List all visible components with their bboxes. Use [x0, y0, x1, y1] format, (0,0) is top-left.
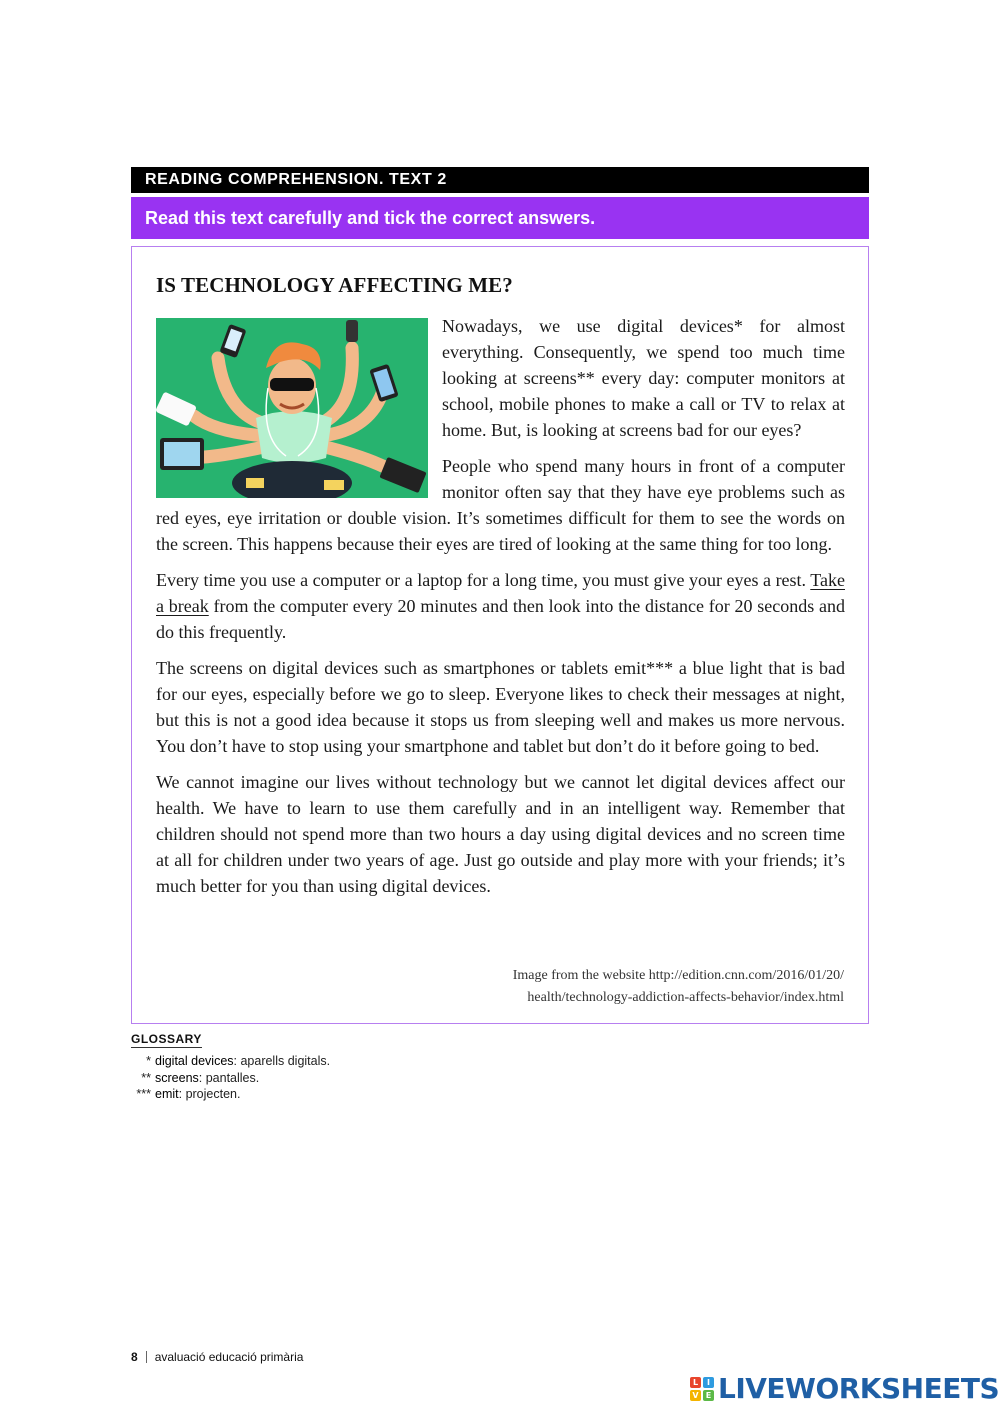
liveworksheets-logo-icon	[690, 1377, 714, 1401]
page-footer	[131, 1350, 303, 1364]
paragraph-5: We cannot imagine our lives without technology but we cannot let digital devices affect our health. We have to learn to use them carefully and in an intelligent way. Remember that children should not spend more than two hours a day using digital devices and no screen time at all for children under two years of age. Just go outside and play more with your friends; it’s much better for you than using digital devices.	[156, 772, 845, 896]
glossary-item	[131, 1053, 330, 1070]
glossary-item	[131, 1070, 330, 1087]
glossary-definition: : projecten.	[178, 1087, 241, 1101]
article-title: IS TECHNOLOGY AFFECTING ME?	[156, 273, 513, 297]
paragraph-1: Nowadays, we use digital devices* for almost everything. Consequently, we spend too much time looking at screens** every day: computer monitors at school, mobile phones to make a call or TV to relax at home. But, is looking at screens bad for our eyes?	[442, 316, 845, 440]
glossary-mark: **	[141, 1070, 151, 1085]
logo-tile-l: L	[690, 1377, 701, 1388]
paragraph-3-end: from the computer every 20 minutes and then look into the distance for 20 seconds and do this frequently.	[156, 596, 845, 642]
glossary-item	[131, 1086, 330, 1103]
logo-tile-i: I	[703, 1377, 714, 1388]
page-number: 8	[131, 1350, 138, 1364]
article-body	[156, 313, 845, 909]
paragraph-4: The screens on digital devices such as smartphones or tablets emit*** a blue light that is bad for our eyes, especially before we go to sleep. Everyone likes to check their messages at night, but this is not a good idea because it stops us from sleeping well and makes us more nervous. You don’t have to stop using your smartphone and tablet but don’t do it before going to bed.	[156, 658, 845, 756]
logo-tile-e: E	[703, 1390, 714, 1401]
reading-text-box	[131, 246, 869, 1024]
paragraph-3-start: Every time you use a computer or a laptop for a long time, you must give your eyes a rest.	[156, 570, 811, 590]
liveworksheets-logo-text: LIVEWORKSHEETS	[718, 1372, 1000, 1405]
take-a-break-phrase: Take a break	[156, 570, 845, 616]
image-credit-line-1: Image from the website http://edition.cnn.com/2016/01/20/	[512, 968, 844, 983]
section-label-bar: READING COMPREHENSION. TEXT 2	[131, 167, 869, 193]
glossary-term: emit	[155, 1087, 179, 1101]
glossary-definition: : pantalles.	[198, 1070, 260, 1085]
footer-divider	[146, 1351, 147, 1363]
glossary-title: GLOSSARY	[131, 1032, 202, 1046]
liveworksheets-logo[interactable]	[690, 1372, 999, 1405]
multitasking-person-illustration	[156, 318, 428, 498]
image-credit	[513, 965, 844, 1009]
image-credit-line-2: health/technology-addiction-affects-behavior/index.html	[527, 990, 844, 1005]
glossary-mark: *	[146, 1054, 151, 1068]
publication-name: avaluació educació primària	[154, 1350, 304, 1364]
glossary-mark: ***	[136, 1087, 151, 1101]
glossary-term: digital devices	[155, 1054, 234, 1068]
paragraph-3	[156, 567, 845, 645]
instruction-bar: Read this text carefully and tick the correct answers.	[131, 197, 869, 239]
glossary-term: screens	[155, 1070, 199, 1085]
logo-tile-v: V	[690, 1390, 701, 1401]
glossary-definition: : aparells digitals.	[233, 1054, 331, 1068]
paragraph-2: People who spend many hours in front of a computer monitor often say that they have eye problems such as red eyes, eye irritation or double vision. It’s sometimes difficult for them to see the words on the screen. This happens because their eyes are tired of looking at the same thing for too long.	[156, 456, 845, 554]
glossary-list	[131, 1053, 330, 1103]
